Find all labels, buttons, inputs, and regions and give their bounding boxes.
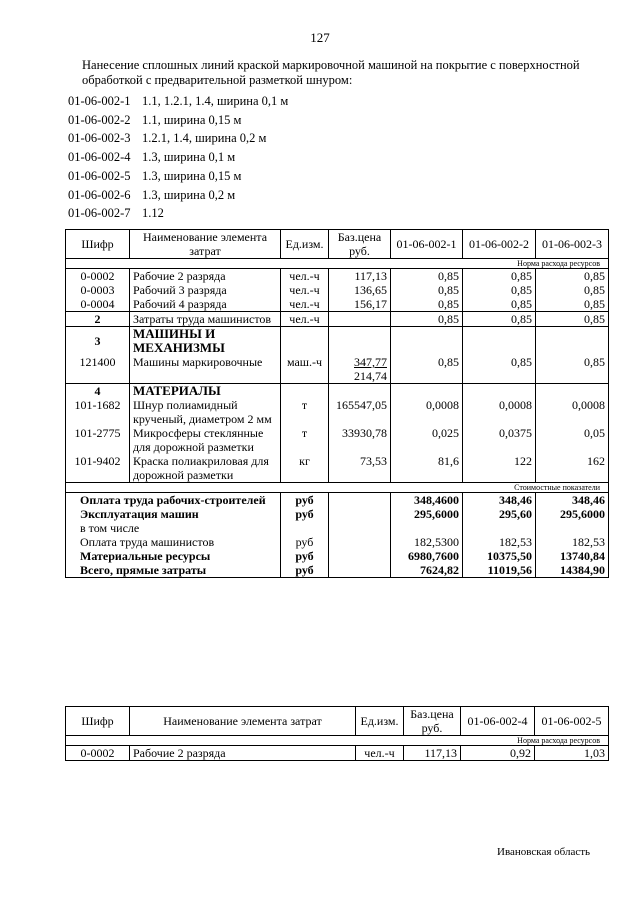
total-value: 6980,7600 xyxy=(391,549,463,563)
norm-label: Норма расхода ресурсов xyxy=(66,736,609,746)
norm-label: Норма расхода ресурсов xyxy=(66,259,609,269)
section-code: 4 xyxy=(66,384,130,399)
cell-value: 0,85 xyxy=(536,355,609,384)
total-value: 348,46 xyxy=(463,493,536,508)
cell-value: 0,85 xyxy=(463,297,536,312)
header-name: Наименование элемента затрат xyxy=(130,707,356,736)
total-unit: руб xyxy=(281,535,329,549)
cell-value: 0,92 xyxy=(461,746,535,761)
table-header-row xyxy=(66,230,609,259)
cell-value: 0,0008 xyxy=(463,398,536,426)
table-row xyxy=(66,398,609,426)
total-value: 348,46 xyxy=(536,493,609,508)
table-row xyxy=(66,297,609,312)
total-value: 348,4600 xyxy=(391,493,463,508)
header-col-2: 01-06-002-5 xyxy=(535,707,609,736)
section-code: 3 xyxy=(66,327,130,356)
section-row xyxy=(66,327,609,356)
page-number: 127 xyxy=(310,30,330,45)
code-list-item: 01-06-002-1 1.1, 1.2.1, 1.4, ширина 0,1 м xyxy=(68,94,289,108)
cell-value: 0,05 xyxy=(536,426,609,454)
cell-value: 0,85 xyxy=(463,269,536,284)
total-name: Эксплуатация машин xyxy=(66,507,281,521)
total-value: 182,53 xyxy=(536,535,609,549)
header-col-1: 01-06-002-4 xyxy=(461,707,535,736)
table-row xyxy=(66,269,609,284)
table-header-row xyxy=(66,707,609,736)
cell-code: 121400 xyxy=(66,355,130,384)
cell-name: Затраты труда машинистов xyxy=(130,312,281,327)
cell-value: 0,85 xyxy=(463,355,536,384)
cell-value: 0,85 xyxy=(463,283,536,297)
section-title: МАТЕРИАЛЫ xyxy=(130,384,281,399)
cell-value: 0,85 xyxy=(391,355,463,384)
code-list-item: 01-06-002-4 1.3, ширина 0,1 м xyxy=(68,150,236,165)
cell-code: 101-1682 xyxy=(66,398,130,426)
cell-name: Рабочие 2 разряда xyxy=(130,269,281,284)
total-unit: руб xyxy=(281,549,329,563)
table-row xyxy=(66,746,609,761)
total-unit: руб xyxy=(281,563,329,578)
code-list-item: 01-06-002-3 1.2.1, 1.4, ширина 0,2 м xyxy=(68,131,267,146)
total-value: 10375,50 xyxy=(463,549,536,563)
cell-name: Краска полиакриловая для дорожной разметки xyxy=(130,454,281,483)
table-row xyxy=(66,426,609,454)
norm-label-row xyxy=(66,259,609,269)
cell-value: 0,85 xyxy=(536,283,609,297)
section-title: МАШИНЫ И МЕХАНИЗМЫ xyxy=(130,327,281,356)
cell-price: 33930,78 xyxy=(329,426,391,454)
header-col-2: 01-06-002-2 xyxy=(463,230,536,259)
cell-unit: т xyxy=(281,426,329,454)
total-value: 295,6000 xyxy=(536,507,609,521)
cost-label: Стоимостные показатели xyxy=(66,483,609,493)
cell-value: 0,85 xyxy=(391,312,463,327)
cell-name: Рабочий 3 разряда xyxy=(130,283,281,297)
cell-price: 156,17 xyxy=(329,297,391,312)
total-row xyxy=(66,563,609,578)
header-code: Шифр xyxy=(66,707,130,736)
table-row xyxy=(66,283,609,297)
resource-table-main xyxy=(65,229,609,578)
cell-code: 101-2775 xyxy=(66,426,130,454)
header-price: Баз.цена руб. xyxy=(329,230,391,259)
total-name: Всего, прямые затраты xyxy=(66,563,281,578)
total-row xyxy=(66,549,609,563)
cell-name: Рабочий 4 разряда xyxy=(130,297,281,312)
total-name: в том числе xyxy=(66,521,281,535)
total-value: 295,60 xyxy=(463,507,536,521)
table-row xyxy=(66,355,609,384)
cell-price: 117,13 xyxy=(404,746,461,761)
code-list-item: 01-06-002-5 1.3, ширина 0,15 м xyxy=(68,168,242,183)
norm-label-row xyxy=(66,736,609,746)
cell-unit: маш.-ч xyxy=(281,355,329,384)
total-row xyxy=(66,493,609,508)
cell-code: 0-0002 xyxy=(66,269,130,284)
total-value: 14384,90 xyxy=(536,563,609,578)
total-value: 295,6000 xyxy=(391,507,463,521)
total-row xyxy=(66,535,609,549)
total-row xyxy=(66,507,609,521)
cell-code: 0-0004 xyxy=(66,297,130,312)
total-name: Оплата труда машинистов xyxy=(66,535,281,549)
total-value: 182,53 xyxy=(463,535,536,549)
cell-value: 0,85 xyxy=(391,283,463,297)
cell-value: 0,0375 xyxy=(463,426,536,454)
cell-unit: чел.-ч xyxy=(281,297,329,312)
cell-code: 0-0003 xyxy=(66,283,130,297)
cell-unit: чел.-ч xyxy=(281,312,329,327)
cell-value: 0,85 xyxy=(463,312,536,327)
header-name: Наименование элемента затрат xyxy=(130,230,281,259)
cell-code: 101-9402 xyxy=(66,454,130,483)
cell-code: 2 xyxy=(66,312,130,327)
cell-value: 0,85 xyxy=(391,269,463,284)
total-unit: руб xyxy=(281,493,329,508)
intro-text: Нанесение сплошных линий краской маркировочной машиной на покрытие с поверхностной обработкой с предварительной разметкой шнуром: xyxy=(82,58,580,87)
cell-value: 0,85 xyxy=(536,297,609,312)
cell-value: 0,85 xyxy=(536,269,609,284)
table-row xyxy=(66,454,609,483)
total-value: 11019,56 xyxy=(463,563,536,578)
total-unit: руб xyxy=(281,507,329,521)
total-name: Материальные ресурсы xyxy=(66,549,281,563)
table-row xyxy=(66,312,609,327)
header-col-3: 01-06-002-3 xyxy=(536,230,609,259)
cell-unit: чел.-ч xyxy=(356,746,404,761)
cell-value: 0,0008 xyxy=(536,398,609,426)
cell-unit: чел.-ч xyxy=(281,283,329,297)
cell-price: 136,65 xyxy=(329,283,391,297)
cell-name: Машины маркировочные xyxy=(130,355,281,384)
cell-value: 0,85 xyxy=(391,297,463,312)
cell-price: 73,53 xyxy=(329,454,391,483)
cell-price xyxy=(329,312,391,327)
cell-unit: кг xyxy=(281,454,329,483)
cell-price: 165547,05 xyxy=(329,398,391,426)
section-row xyxy=(66,384,609,399)
total-value: 13740,84 xyxy=(536,549,609,563)
header-unit: Ед.изм. xyxy=(281,230,329,259)
cell-value: 1,03 xyxy=(535,746,609,761)
cell-price: 347,77 214,74 xyxy=(329,355,391,384)
code-list-item: 01-06-002-6 1.3, ширина 0,2 м xyxy=(68,187,236,202)
header-unit: Ед.изм. xyxy=(356,707,404,736)
code-list xyxy=(68,92,288,223)
header-code: Шифр xyxy=(66,230,130,259)
cell-code: 0-0002 xyxy=(66,746,130,761)
cell-value: 81,6 xyxy=(391,454,463,483)
cell-name: Шнур полиамидный крученый, диаметром 2 мм xyxy=(130,398,281,426)
resource-table-secondary xyxy=(65,706,609,761)
footer-region: Ивановская область xyxy=(497,846,591,858)
code-list-item: 01-06-002-7 1.12 xyxy=(68,206,164,221)
cell-value: 0,025 xyxy=(391,426,463,454)
cell-value: 0,0008 xyxy=(391,398,463,426)
cell-unit: т xyxy=(281,398,329,426)
cost-label-row xyxy=(66,483,609,493)
total-value: 7624,82 xyxy=(391,563,463,578)
total-name: Оплата труда рабочих-строителей xyxy=(66,493,281,508)
total-row xyxy=(66,521,609,535)
cell-name: Рабочие 2 разряда xyxy=(130,746,356,761)
total-value: 182,5300 xyxy=(391,535,463,549)
cell-unit: чел.-ч xyxy=(281,269,329,284)
cell-value: 0,85 xyxy=(536,312,609,327)
cell-value: 162 xyxy=(536,454,609,483)
cell-price: 117,13 xyxy=(329,269,391,284)
cell-name: Микросферы стеклянные для дорожной разметки xyxy=(130,426,281,454)
header-price: Баз.цена руб. xyxy=(404,707,461,736)
header-col-1: 01-06-002-1 xyxy=(391,230,463,259)
code-list-item: 01-06-002-2 1.1, ширина 0,15 м xyxy=(68,112,242,127)
cell-value: 122 xyxy=(463,454,536,483)
